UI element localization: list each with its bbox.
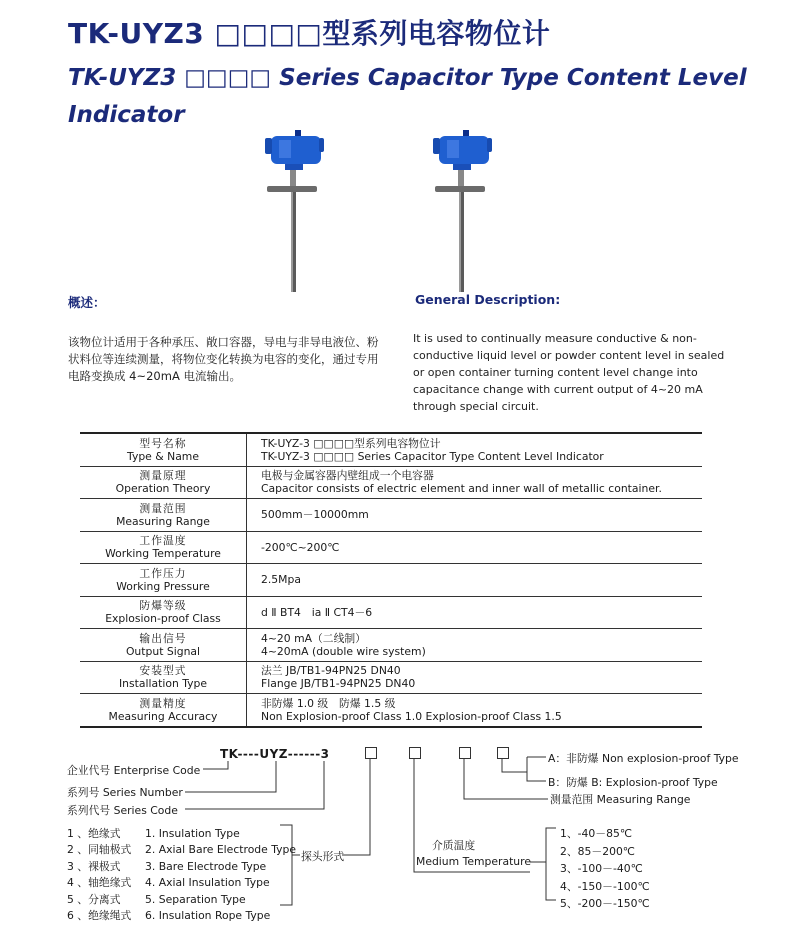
spec-label-cn: 工作压力 xyxy=(139,566,187,580)
spec-label-en: Measuring Accuracy xyxy=(108,709,218,723)
spec-label-en: Working Temperature xyxy=(105,547,221,561)
probe-type-cn: 1 、绝缘式 xyxy=(67,827,121,840)
spec-label-cn: 安装型式 xyxy=(139,664,187,678)
spec-label-cn: 测量原理 xyxy=(139,469,187,483)
probe-type-cn: 6 、绝缘绳式 xyxy=(67,909,132,922)
probe-type-cn: 4 、轴绝缘式 xyxy=(67,876,132,890)
overview-text-cn: 该物位计适用于各种承压、敞口容器，导电与非导电液位、粉状料位等连续测量，将物位变化转换为电容的变化，通过专用电路变换成 4~20mA 电流输出。 xyxy=(68,335,379,383)
label-probe-type: 探头形式 xyxy=(301,850,345,863)
probe-type-item xyxy=(67,908,297,923)
spec-value-line-2: 4~20mA (double wire system) xyxy=(261,644,426,658)
label-medium-temp-en: Medium Temperature xyxy=(416,855,531,868)
spec-label-cn: 防爆等级 xyxy=(139,599,187,613)
probe-type-cn: 3 、裸极式 xyxy=(67,859,121,873)
spec-value-line-1: -200℃~200℃ xyxy=(261,540,340,554)
label-option-a: A：非防爆 Non explosion-proof Type xyxy=(548,752,739,765)
spec-value-line-2: Flange JB/TB1-94PN25 DN40 xyxy=(261,677,416,691)
overview-heading-en: General Description: xyxy=(415,292,561,307)
spec-label-en: Measuring Range xyxy=(116,514,210,528)
spec-value-line-2: Capacitor consists of electric element and inner wall of metallic container. xyxy=(261,482,662,496)
spec-value-line-2: TK-UYZ-3 □□□□ Series Capacitor Type Content Level Indicator xyxy=(261,449,604,463)
probe-type-cn: 2 、同轴极式 xyxy=(67,843,132,857)
label-enterprise-code: 企业代号 Enterprise Code xyxy=(67,764,201,777)
temperature-item: 2、85－200℃ xyxy=(560,844,635,858)
spec-label-en: Operation Theory xyxy=(115,482,211,496)
probe-type-en: 2. Axial Bare Electrode Type xyxy=(145,843,297,857)
spec-value-line-1: 法兰 JB/TB1-94PN25 DN40 xyxy=(261,664,401,678)
spec-value-line-1: d Ⅱ BT4 ia Ⅱ CT4－6 xyxy=(261,605,373,619)
probe-type-item xyxy=(67,842,297,857)
probe-type-en: 3. Bare Electrode Type xyxy=(145,859,267,873)
spec-value-line-1: 500mm－10000mm xyxy=(261,508,369,522)
spec-label-cn: 型号名称 xyxy=(139,436,187,450)
model-code: TK----UYZ------3 xyxy=(220,747,330,761)
label-series-code: 系列代号 Series Code xyxy=(67,804,178,817)
spec-label-en: Installation Type xyxy=(118,677,208,691)
spec-label-cn: 工作温度 xyxy=(139,534,187,548)
overview-heading-cn: 概述： xyxy=(68,295,106,310)
probe-type-item xyxy=(67,826,297,841)
spec-value-line-2: Non Explosion-proof Class 1.0 Explosion-proof Class 1.5 xyxy=(261,709,562,723)
spec-label-cn: 输出信号 xyxy=(139,631,187,645)
label-series-number: 系列号 Series Number xyxy=(67,786,183,799)
probe-type-en: 1. Insulation Type xyxy=(145,827,240,840)
label-medium-temp-cn: 介质温度 xyxy=(432,839,476,852)
label-option-b: B：防爆 B: Explosion-proof Type xyxy=(548,776,718,789)
temperature-item: 1、-40－85℃ xyxy=(560,827,632,840)
page-title-en: TK-UYZ3 □□□□ Series Capacitor Type Content Level Indicator xyxy=(68,65,747,128)
spec-label-en: Explosion-proof Class xyxy=(105,612,221,626)
probe-type-en: 6. Insulation Rope Type xyxy=(145,909,271,922)
probe-type-en: 5. Separation Type xyxy=(145,892,246,906)
temperature-item: 5、-200－-150℃ xyxy=(560,897,650,911)
overview-text-en: It is used to continually measure conductive & non-conductive liquid level or powder content level in sealed or open container turning content level change into capacitance change with current output of 4~20 mA through special circuit. xyxy=(413,332,725,413)
probe-type-cn: 5 、分离式 xyxy=(67,892,121,906)
probe-type-item xyxy=(67,892,297,907)
label-measuring-range: 测量范围 Measuring Range xyxy=(550,793,691,806)
spec-value-line-1: 4~20 mA（二线制） xyxy=(261,631,366,645)
spec-label-en: Working Pressure xyxy=(116,579,210,593)
probe-type-item xyxy=(67,859,297,874)
spec-value-line-1: 非防爆 1.0 级 防爆 1.5 级 xyxy=(261,696,396,710)
temperature-item: 3、-100－-40℃ xyxy=(560,862,643,876)
spec-value-line-1: TK-UYZ-3 □□□□型系列电容物位计 xyxy=(261,436,441,450)
page-title-cn: TK-UYZ3 □□□□型系列电容物位计 xyxy=(68,17,551,50)
temperature-item: 4、-150－-100℃ xyxy=(560,879,650,893)
spec-label-cn: 测量精度 xyxy=(139,696,187,710)
spec-label-cn: 测量范围 xyxy=(139,501,187,515)
spec-label-en: Type & Name xyxy=(127,449,199,463)
spec-value-line-1: 电极与金属容器内壁组成一个电容器 xyxy=(261,469,434,483)
spec-label-en: Output Signal xyxy=(125,644,201,658)
probe-type-en: 4. Axial Insulation Type xyxy=(145,876,270,890)
spec-value-line-1: 2.5Mpa xyxy=(261,573,301,587)
probe-type-item xyxy=(67,875,297,890)
